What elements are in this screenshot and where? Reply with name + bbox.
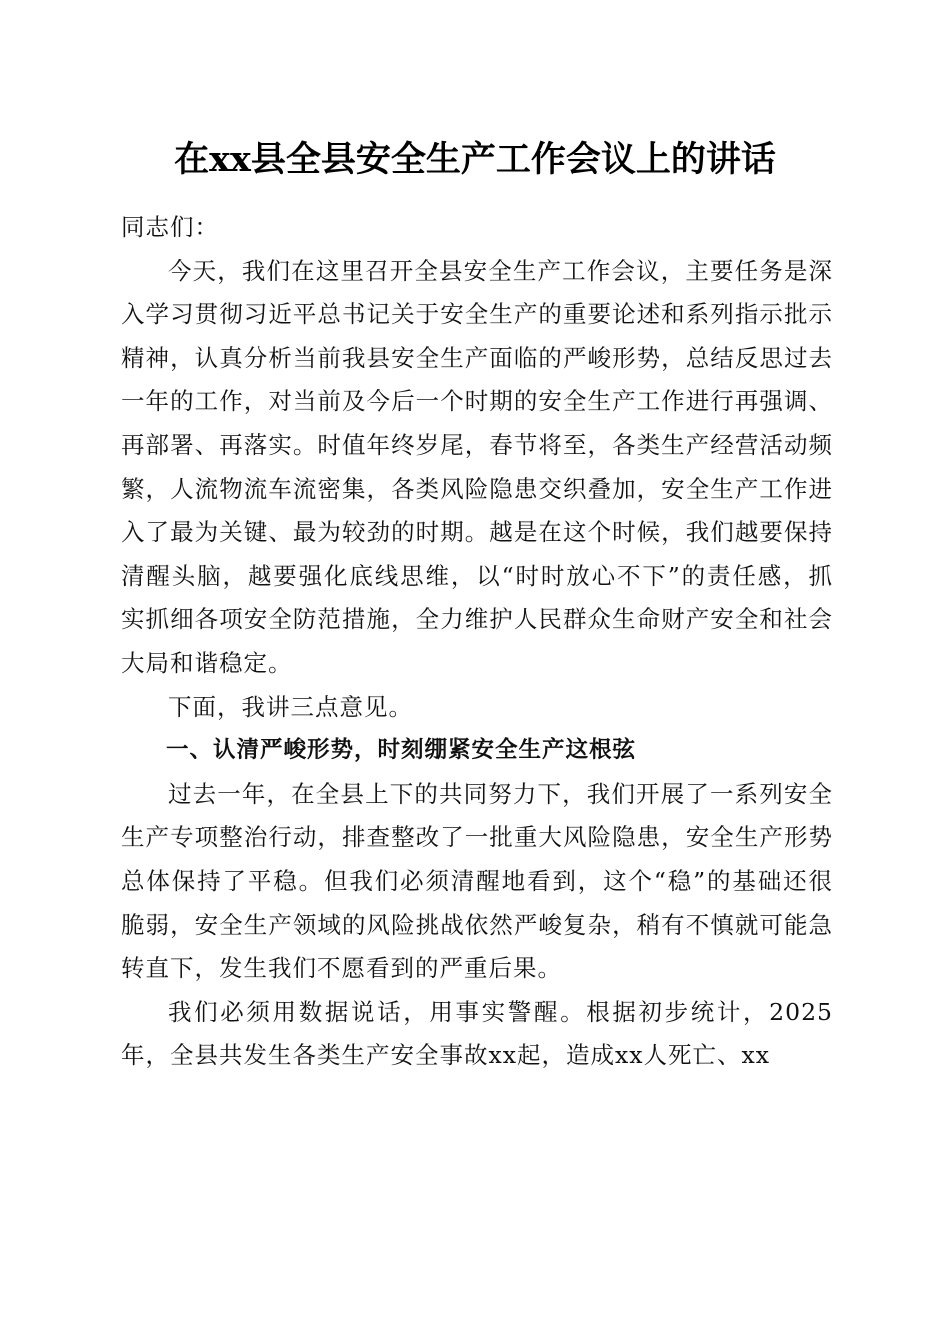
paragraph-situation: 过去一年，在全县上下的共同努力下，我们开展了一系列安全生产专项整治行动，排查整改了一批重大风险隐患，安全生产形势总体保持了平稳。但我们必须清醒地看到，这个“稳”的基础还很脆弱，安全生产领域的风险挑战依然严峻复杂，稍有不慎就可能急转直下，发生我们不愿看到的严重后果。: [121, 779, 833, 983]
salutation: 同志们：: [121, 213, 219, 241]
document-title: 在xx县全县安全生产工作会议上的讲话: [174, 139, 776, 180]
paragraph-opening: 今天，我们在这里召开全县安全生产工作会议，主要任务是深入学习贯彻习近平总书记关于安全生产的重要论述和系列指示批示精神，认真分析当前我县安全生产面临的严峻形势，总结反思过去一年的工作，对当前及今后一个时期的安全生产工作进行再强调、再部署、再落实。时值年终岁尾，春节将至，各类生产经营活动频繁，人流物流车流密集，各类风险隐患交织叠加，安全生产工作进入了最为关键、最为较劲的时期。越是在这个时候，我们越要保持清醒头脑，越要强化底线思维，以“时时放心不下”的责任感，抓实抓细各项安全防范措施，全力维护人民群众生命财产安全和社会大局和谐稳定。: [121, 256, 833, 677]
paragraph-transition: 下面，我讲三点意见。: [168, 692, 413, 721]
section-heading: 一、认清严峻形势，时刻绷紧安全生产这根弦: [166, 737, 637, 764]
document-body: [121, 206, 833, 1078]
paragraph-statistics: 我们必须用数据说话，用事实警醒。根据初步统计，2025年，全县共发生各类生产安全事故xx起，造成xx人死亡、xx: [121, 997, 833, 1070]
